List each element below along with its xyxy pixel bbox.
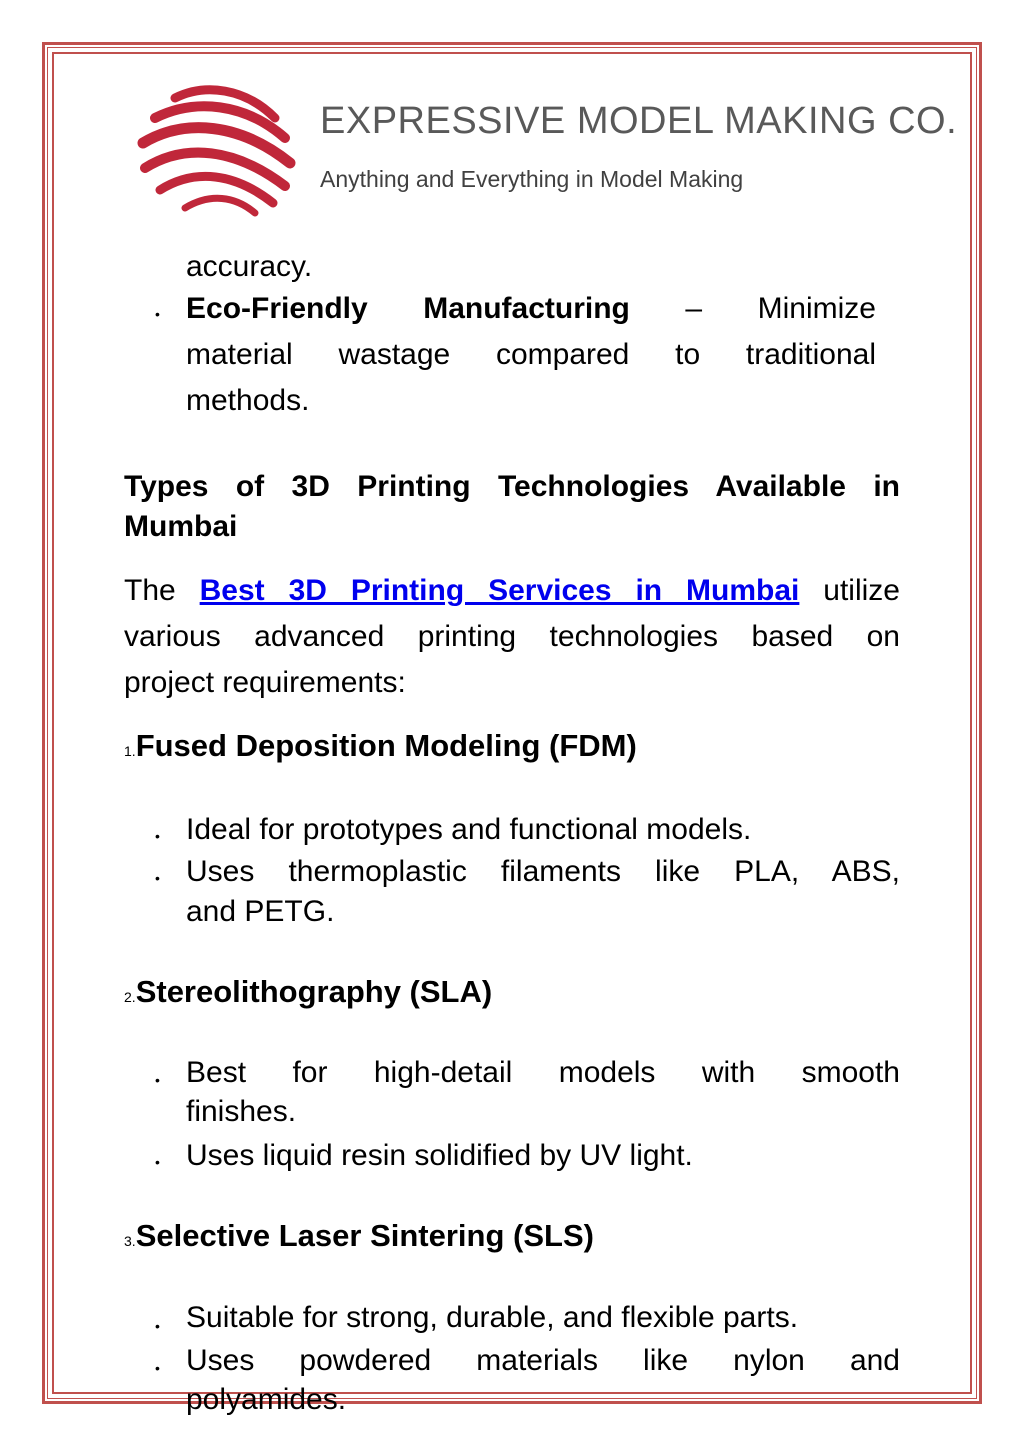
sls-bullet-2-cont: polyamides. — [186, 1383, 347, 1416]
bullet-marker: • — [155, 1072, 160, 1088]
section-heading-line-1: Types of 3D Printing Technologies Available in — [124, 470, 900, 503]
bullet-marker: • — [155, 1360, 160, 1376]
fdm-bullet-2-cont: and PETG. — [186, 895, 335, 928]
list-number: 1. — [124, 743, 136, 759]
tech-title: Fused Deposition Modeling (FDM) — [135, 728, 637, 763]
section-heading-line-2: Mumbai — [124, 510, 238, 543]
bullet-marker: • — [155, 828, 160, 844]
para-after-link: utilize — [823, 574, 900, 607]
sla-bullet-1-cont: finishes. — [186, 1095, 297, 1128]
eco-friendly-title: Eco-Friendly Manufacturing — [186, 292, 630, 325]
sls-bullet-1: Suitable for strong, durable, and flexible parts. — [186, 1301, 799, 1334]
bullet-marker: • — [155, 1154, 160, 1170]
fdm-bullet-1: Ideal for prototypes and functional models. — [186, 813, 752, 846]
bullet-marker: • — [155, 870, 160, 886]
previous-line-text: accuracy. — [186, 250, 313, 283]
eco-line-2: material wastage compared to traditional — [186, 338, 876, 371]
bullet-marker: • — [155, 306, 160, 322]
list-number: 3. — [124, 1233, 136, 1249]
tech-title: Stereolithography (SLA) — [135, 974, 493, 1009]
eco-line-3: methods. — [186, 384, 310, 417]
para-start: The — [124, 574, 176, 607]
sls-bullet-2: Uses powdered materials like nylon and — [186, 1344, 900, 1377]
bullet-marker: • — [155, 1318, 160, 1334]
brand-tagline: Anything and Everything in Model Making — [320, 166, 744, 192]
intro-paragraph-line-3: project requirements: — [124, 666, 406, 699]
fdm-bullet-2: Uses thermoplastic filaments like PLA, ABS, — [186, 855, 900, 888]
brand-name: EXPRESSIVE MODEL MAKING CO. — [320, 100, 958, 142]
eco-line-1-rest: – Minimize — [685, 292, 876, 325]
intro-paragraph-line-2: various advanced printing technologies based on — [124, 620, 900, 653]
list-number: 2. — [124, 989, 136, 1005]
sla-bullet-1: Best for high-detail models with smooth — [186, 1056, 900, 1089]
best-3d-printing-link[interactable]: Best 3D Printing Services in Mumbai — [199, 574, 800, 607]
tech-title: Selective Laser Sintering (SLS) — [135, 1218, 594, 1253]
sla-bullet-2: Uses liquid resin solidified by UV light. — [186, 1139, 693, 1172]
